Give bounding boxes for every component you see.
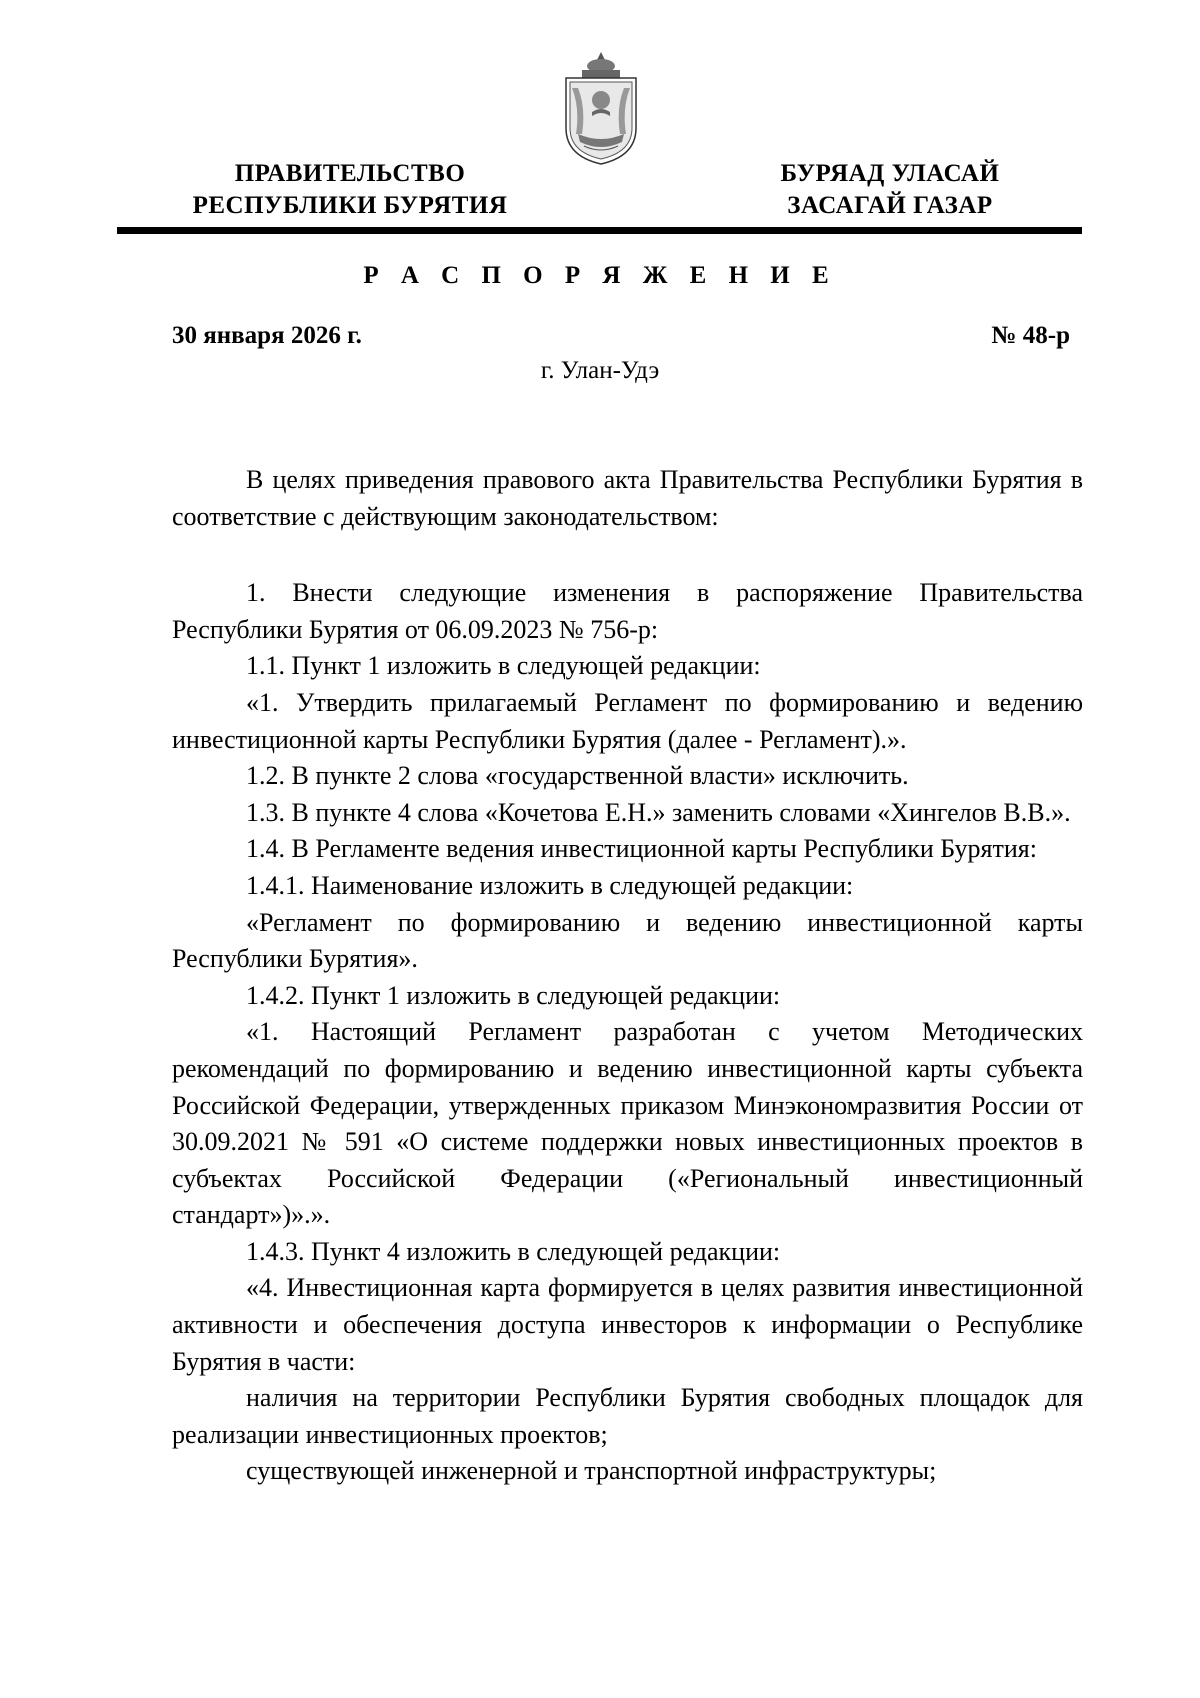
body-paragraph: «1. Утвердить прилагаемый Регламент по формированию и ведению инвестиционной карты Республики Бурятия (далее - Регламент).». xyxy=(172,687,1083,754)
body-paragraph: 1.4. В Регламенте ведения инвестиционной карты Республики Бурятия: xyxy=(246,834,1037,864)
document-type: Р А С П О Р Я Ж Е Н И Е xyxy=(363,262,837,289)
body-paragraph: 1.4.2. Пункт 1 изложить в следующей редакции: xyxy=(246,980,781,1010)
header-left-line1: ПРАВИТЕЛЬСТВО xyxy=(234,160,466,187)
header-right-line1: БУРЯАД УЛАСАЙ xyxy=(780,160,1000,187)
body-paragraph: 1.4.3. Пункт 4 изложить в следующей редакции: xyxy=(246,1236,781,1266)
document-body xyxy=(172,462,1083,1490)
header-government-buryat xyxy=(725,158,1055,222)
body-paragraph: 1.1. Пункт 1 изложить в следующей редакции: xyxy=(246,651,761,681)
coat-of-arms-icon xyxy=(558,48,644,168)
document-number: № 48-р xyxy=(991,322,1070,349)
body-paragraph: «4. Инвестиционная карта формируется в целях развития инвестиционной активности и обеспечения доступа инвесторов к информации о Республике Бурятия в части: xyxy=(172,1273,1083,1376)
body-paragraph: «1. Настоящий Регламент разработан с учетом Методических рекомендаций по формированию и ведению инвестиционной карты субъекта Российской Федерации, утвержденных приказом Минэкономразвития России от 30.09.2021 № 591 «О системе поддержки новых инвестиционных проектов в субъектах Российской Федерации («Региональный инвестиционный стандарт»)».». xyxy=(172,1017,1083,1230)
body-paragraph: «Регламент по формированию и ведению инвестиционной карты Республики Бурятия». xyxy=(172,907,1083,974)
body-paragraph: 1.4.1. Наименование изложить в следующей редакции: xyxy=(246,870,854,900)
body-paragraph: наличия на территории Республики Бурятия свободных площадок для реализации инвестиционных проектов; xyxy=(172,1383,1083,1449)
body-paragraph: 1.2. В пункте 2 слова «государственной власти» исключить. xyxy=(246,761,909,791)
document-city: г. Улан-Удэ xyxy=(540,357,660,384)
preamble-paragraph: В целях приведения правового акта Правительства Республики Бурятия в соответствие с действующим законодательством: xyxy=(172,465,1083,531)
header-right-line2: ЗАСАГАЙ ГАЗАР xyxy=(787,192,993,219)
body-paragraph: 1. Внести следующие изменения в распоряжение Правительства Республики Бурятия от 06.09.2023 № 756-р: xyxy=(172,578,1083,644)
body-paragraph: 1.3. В пункте 4 слова «Кочетова Е.Н.» заменить словами «Хингелов В.В.». xyxy=(246,797,1071,827)
body-paragraph: существующей инженерной и транспортной инфраструктуры; xyxy=(246,1456,937,1486)
header-government-russian xyxy=(150,158,550,222)
header-left-line2: РЕСПУБЛИКИ БУРЯТИЯ xyxy=(192,192,508,219)
header-divider xyxy=(117,227,1082,234)
document-date: 30 января 2026 г. xyxy=(172,322,362,349)
